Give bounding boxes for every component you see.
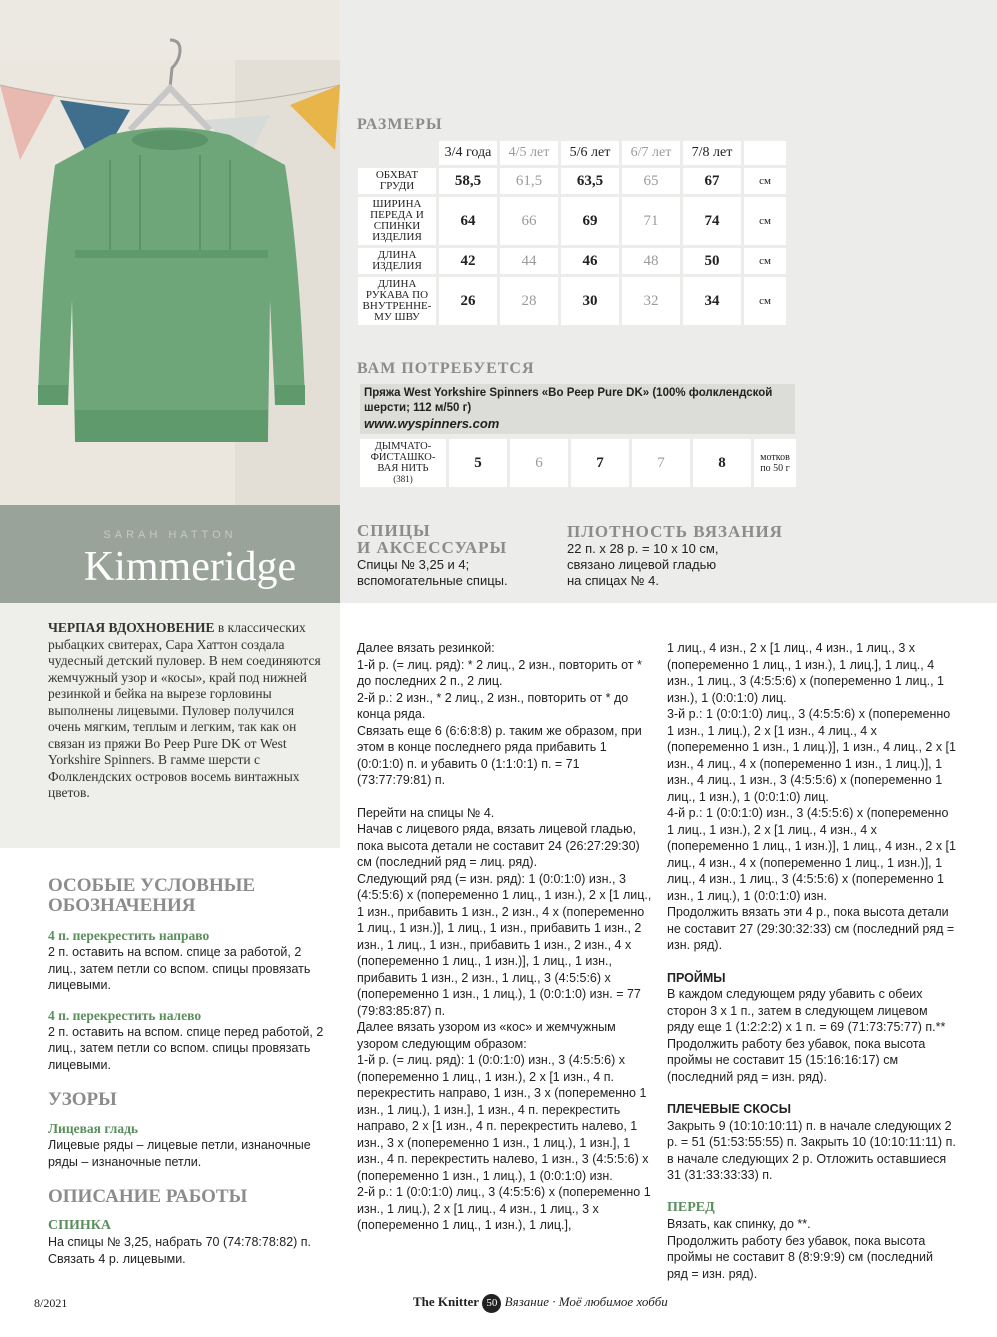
- size-value: 71: [622, 197, 680, 245]
- section-title-shoulders: ПЛЕЧЕВЫЕ СКОСЫ: [667, 1102, 791, 1116]
- sweater-photo: [0, 0, 340, 505]
- back-text: На спицы № 3,25, набрать 70 (74:78:78:82) п. Связать 4 р. лицевыми.: [48, 1235, 312, 1266]
- skein-count: 8: [693, 439, 751, 487]
- size-value: 63,5: [561, 168, 619, 194]
- abbr-heading: ОСОБЫЕ УСЛОВНЫЕ ОБОЗНАЧЕНИЯ: [48, 875, 256, 916]
- unit-header: [744, 141, 786, 165]
- size-value: 46: [561, 248, 619, 274]
- skein-count: 7: [632, 439, 690, 487]
- needles-line: Спицы № 3,25 и 4;: [357, 557, 470, 572]
- instruction-para: Начав с лицевого ряда, вязать лицевой гладью, пока высота детали не составит 24 (26:27:29:30) см (последний ряд = лиц. ряд).: [357, 822, 640, 869]
- patterns-title: Лицевая гладь: [48, 1121, 139, 1136]
- instruction-para: 2-й р.: 1 (0:0:1:0) лиц., 3 (4:5:5:6) x (попеременно 1 изн., 1 лиц.), 2 x [1 лиц., 4 изн., 1 лиц., 3 x (попеременно 1 лиц., 1 изн.), 1 лиц.],: [357, 1185, 651, 1232]
- size-value: 34: [683, 277, 741, 325]
- skein-count: 7: [571, 439, 629, 487]
- abbr-right-text: 2 п. оставить на вспом. спице за работой, 2 лиц., затем петли со вспом. спицы провязать лицевыми.: [48, 945, 311, 992]
- work-heading: ОПИСАНИЕ РАБОТЫ: [48, 1186, 248, 1207]
- row-label: ДЛИНА ИЗДЕЛИЯ: [358, 248, 436, 274]
- abbr-right-title: 4 п. перекрестить направо: [48, 928, 210, 943]
- needles-heading-line: И АКСЕССУАРЫ: [357, 538, 508, 557]
- instructions-col2: [357, 640, 653, 1234]
- size-value: 50: [683, 248, 741, 274]
- row-label: ОБХВАТ ГРУДИ: [358, 168, 436, 194]
- sizes-heading: РАЗМЕРЫ: [357, 116, 443, 133]
- instruction-para: Далее вязать узором из «кос» и жемчужным узором следующим образом:: [357, 1020, 616, 1051]
- instruction-para: В каждом следующем ряду убавить с обеих сторон 3 x 1 п., затем в следующем лицевом ряду еще 1 (1:2:2:2) x 1 п. = 69 (71:73:75:77) п.** Продолжить работу без убавок, пока высота проймы не составит 15 (15:16:16:17) см (последний ряд = изн. ряд).: [667, 987, 946, 1084]
- issue-number: 8/2021: [34, 1296, 68, 1310]
- yarn-table: [357, 436, 799, 490]
- size-value: 28: [500, 277, 558, 325]
- yarn-description: Пряжа West Yorkshire Spinners «Bo Peep Pure DK» (100% фолклендской шерсти; 112 м/50 г): [364, 387, 773, 414]
- spacer: [357, 789, 653, 805]
- spacer: [667, 1184, 957, 1200]
- size-value: 30: [561, 277, 619, 325]
- spacer: [667, 954, 957, 970]
- skein-count: 6: [510, 439, 568, 487]
- back-title: СПИНКА: [48, 1218, 112, 1233]
- instruction-para: 3-й р.: 1 (0:0:1:0) лиц., 3 (4:5:5:6) x (попеременно 1 изн., 1 лиц.), 2 x [1 изн., 4 лиц., 4 x (попеременно 1 изн., 1 лиц.)], 1 изн., 4 лиц., 2 x [1 изн., 4 лиц., 4 x (попеременно 1 изн., 1 лиц.)], 1 изн., 4 лиц., 1 изн., 3 (4:5:5:6) x (попеременно 1 лиц., 1 изн.), 1 (0:0:1:0) лиц.: [667, 707, 956, 804]
- inspiration-box: [0, 603, 340, 848]
- designer-name: SARAH HATTON: [103, 529, 237, 541]
- needles-line: вспомогательные спицы.: [357, 573, 508, 588]
- size-value: 64: [439, 197, 497, 245]
- footer-brand: The Knitter: [413, 1294, 480, 1309]
- left-column: [48, 876, 328, 1267]
- pattern-title: Kimmeridge: [83, 544, 297, 590]
- instruction-para: Продолжить работу без убавок, пока высота проймы не составит 8 (8:9:9:9) см (последний ряд = изн. ряд).: [667, 1233, 934, 1281]
- row-label: ШИРИНА ПЕРЕДА И СПИНКИ ИЗДЕЛИЯ: [358, 197, 436, 245]
- needles-heading-line: СПИЦЫ: [357, 521, 431, 540]
- instruction-para: Перейти на спицы № 4.: [357, 805, 495, 820]
- patterns-text: Лицевые ряды – лицевые петли, изнаночные ряды – изнаночные петли.: [48, 1138, 311, 1169]
- instructions-col3: [667, 640, 957, 1282]
- photo-illustration: [0, 0, 340, 505]
- unit-label: см: [744, 197, 786, 245]
- instruction-para: 1-й р. (= лиц. ряд): 1 (0:0:1:0) изн., 3 (4:5:5:6) x (попеременно 1 лиц., 1 изн.), 2 x [1 изн., 4 п. перекрестить направо, 1 изн., 3 x (попеременно 1 изн., 1 лиц.), 1 изн.], 1 изн., 4 п. перекрестить направо, 2 x [1 изн., 4 п. перекрестить налево, 1 изн., 3 x (попеременно 1 изн., 1 лиц.), 1 изн.], 1 изн., 4 п. перекрестить налево, 1 изн., 3 (4:5:5:6) x (попеременно 1 изн., 1 лиц.), 1 (0:0:1:0) изн.: [357, 1053, 649, 1183]
- instruction-para: 1 лиц., 4 изн., 2 x [1 лиц., 4 изн., 1 лиц., 3 x (попеременно 1 лиц., 1 изн.), 1 лиц.], 1 лиц., 4 изн., 1 лиц., 3 (4:5:5:6) x (попеременно 1 лиц., 1 изн.), 1 (0:0:1:0) лиц.: [667, 641, 945, 705]
- needles-text: [357, 557, 508, 589]
- yarn-color-code: (381): [393, 474, 413, 484]
- gauge-line: связано лицевой гладью: [567, 557, 717, 572]
- abbr-left-title: 4 п. перекрестить налево: [48, 1007, 202, 1023]
- skein-unit: мотков по 50 г: [754, 439, 796, 487]
- size-value: 26: [439, 277, 497, 325]
- spacer: [667, 1085, 957, 1101]
- needles-heading: [357, 522, 507, 556]
- yarn-color-name: ДЫМЧАТО-ФИСТАШКО-ВАЯ НИТЬ: [370, 441, 436, 474]
- size-header: 7/8 лет: [683, 141, 741, 165]
- unit-label: см: [744, 248, 786, 274]
- instruction-para: Вязать, как спинку, до **.: [667, 1217, 811, 1231]
- yarn-color-label: [360, 439, 446, 487]
- instruction-para: Далее вязать резинкой:: [357, 641, 495, 655]
- size-value: 66: [500, 197, 558, 245]
- instruction-para: 1-й р. (= лиц. ряд): * 2 лиц., 2 изн., повторить от * до последних 2 п., 2 лиц.: [357, 657, 642, 688]
- yarn-box: [360, 384, 795, 434]
- instruction-para: 4-й р.: 1 (0:0:1:0) изн., 3 (4:5:5:6) x (попеременно 1 лиц., 1 изн.), 2 x [1 лиц., 4 изн., 4 x (попеременно 1 лиц., 1 изн.)], 1 лиц., 4 изн., 2 x [1 лиц., 4 изн., 4 x (попеременно 1 лиц., 1 изн.)], 1 лиц., 4 изн., 1 лиц., 3 (4:5:5:6) x (попеременно 1 изн., 1 лиц.), 1 (0:0:1:0) изн.: [667, 806, 956, 903]
- skein-count: 5: [449, 439, 507, 487]
- size-header: 4/5 лет: [500, 141, 558, 165]
- size-header: 5/6 лет: [561, 141, 619, 165]
- instruction-para: Продолжить вязать эти 4 р., пока высота детали не составит 27 (29:30:32:33) см (последний ряд = изн. ряд).: [667, 905, 955, 952]
- title-band: [0, 505, 340, 603]
- abbr-left-text: 2 п. оставить на вспом. спице перед работой, 2 лиц., затем петли со вспом. спицы провязать лицевыми.: [48, 1024, 324, 1072]
- inspiration-lead: ЧЕРПАЯ ВДОХНОВЕНИЕ: [48, 620, 215, 635]
- unit-label: см: [744, 277, 786, 325]
- size-value: 58,5: [439, 168, 497, 194]
- instruction-para: Следующий ряд (= изн. ряд): 1 (0:0:1:0) изн., 3 (4:5:5:6) x (попеременно 1 лиц., 1 изн.), 2 x [1 лиц., 1 изн., прибавить 1 изн., 2 изн., 4 x (попеременно 1 лиц., 1 изн.)], 1 лиц., 1 изн., прибавить 1 изн., 2 изн., 1 лиц., 1 изн., прибавить 1 изн., 2 изн., 4 x (попеременно 1 лиц., 1 изн.)], 1 лиц., 1 изн., прибавить 1 изн., 2 изн., 1 лиц., 3 (4:5:5:6) x (попеременно 1 изн., 1 лиц.), 1 (0:0:1:0) изн. = 77 (79:83:85:87) п.: [357, 871, 652, 1018]
- row-label: ДЛИНА РУКАВА ПО ВНУТРЕННЕ-МУ ШВУ: [358, 277, 436, 325]
- size-value: 61,5: [500, 168, 558, 194]
- size-header: 3/4 года: [439, 141, 497, 165]
- size-value: 65: [622, 168, 680, 194]
- inspiration-body: в классических рыбацких свитерах, Сара Хаттон создала чудесный детский пуловер. В нем соединяются жемчужный узор и «косы», край под нижней резинкой и бейка на вырезе горловины выполнены лицевыми. Пуловер получился очень мягким, теплым и легким, так как он связан из пряжи Bo Peep Pure DK от West Yorkshire Spinners. В гамме шерсти с Фолклендских островов восемь винтажных цветов.: [48, 620, 321, 800]
- section-title-front: ПЕРЕД: [667, 1199, 715, 1215]
- patterns-heading: УЗОРЫ: [48, 1089, 117, 1110]
- size-value: 42: [439, 248, 497, 274]
- footer-tagline: Вязание · Моё любимое хобби: [504, 1294, 668, 1309]
- footer-brand-line: [413, 1294, 668, 1313]
- size-header: 6/7 лет: [622, 141, 680, 165]
- unit-label: см: [744, 168, 786, 194]
- size-value: 44: [500, 248, 558, 274]
- gauge-line: на спицах № 4.: [567, 573, 660, 588]
- size-value: 74: [683, 197, 741, 245]
- yarn-url[interactable]: www.wyspinners.com: [364, 416, 500, 431]
- size-value: 32: [622, 277, 680, 325]
- inspiration-text: [48, 620, 323, 802]
- sizes-corner: [358, 141, 436, 165]
- gauge-line: 22 п. х 28 р. = 10 х 10 см,: [567, 541, 719, 556]
- size-value: 67: [683, 168, 741, 194]
- size-value: 48: [622, 248, 680, 274]
- sizes-table: [355, 138, 789, 328]
- materials-heading: ВАМ ПОТРЕБУЕТСЯ: [357, 360, 535, 377]
- instruction-para: 2-й р.: 2 изн., * 2 лиц., 2 изн., повторить от * до конца ряда.: [357, 690, 629, 721]
- instruction-para: Связать еще 6 (6:6:8:8) р. таким же образом, при этом в конце последнего ряда прибавить 1 (0:0:1:0) п. и убавить 0 (1:1:0:1) п. = 71 (73:77:79:81) п.: [357, 723, 642, 787]
- gauge-text: [567, 541, 718, 589]
- page-number: 50: [482, 1294, 501, 1313]
- size-value: 69: [561, 197, 619, 245]
- gauge-heading: ПЛОТНОСТЬ ВЯЗАНИЯ: [567, 522, 783, 541]
- section-title-armholes: ПРОЙМЫ: [667, 970, 726, 985]
- instruction-para: Закрыть 9 (10:10:10:11) п. в начале следующих 2 р. = 51 (51:53:55:55) п. Закрыть 10 (10:10:11:11) п. в начале следующих 2 р. Отложить оставшиеся 31 (31:33:33:33) п.: [667, 1118, 956, 1182]
